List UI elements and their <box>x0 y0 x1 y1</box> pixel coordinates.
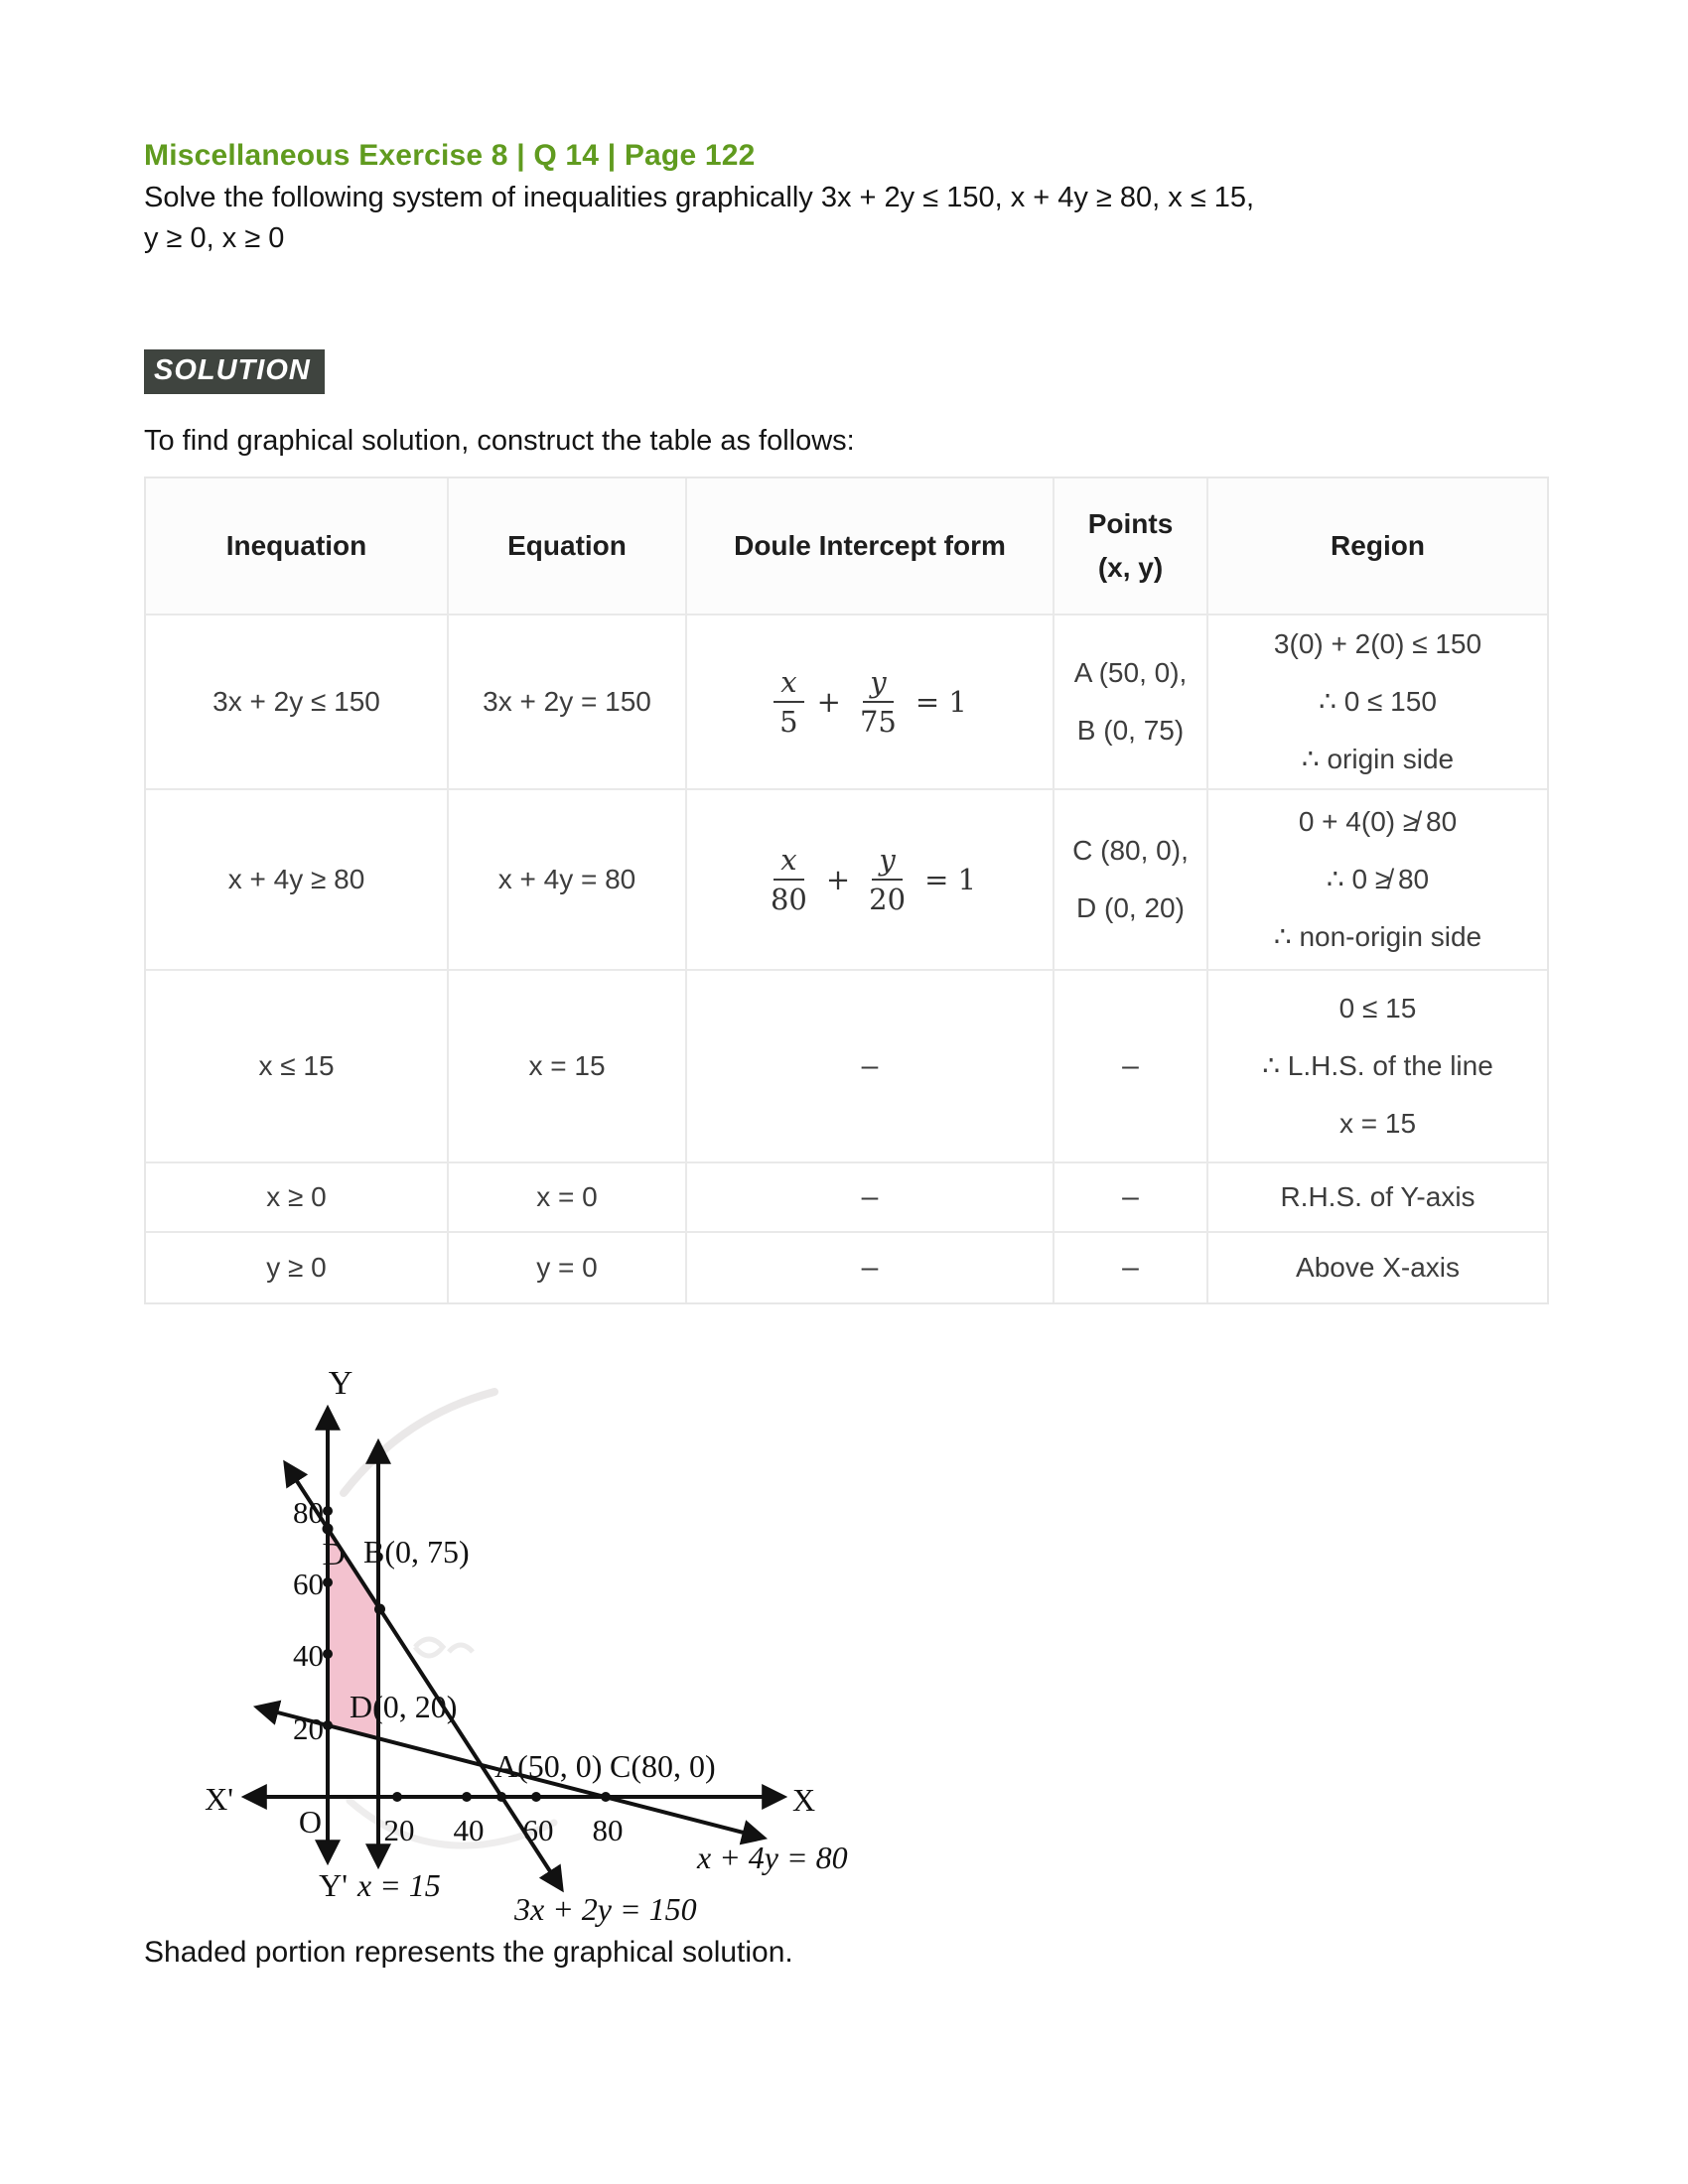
cell-points-dash: – <box>1055 971 1208 1163</box>
solution-table <box>144 477 1549 1304</box>
cell-inequation: x ≤ 15 <box>146 971 449 1163</box>
point-d: D (0, 20) <box>1076 892 1185 923</box>
fraction <box>773 665 804 739</box>
cell-equation: x = 15 <box>449 971 687 1163</box>
header-intercept: Doule Intercept form <box>687 478 1055 615</box>
header-points-line1: Points <box>1087 508 1174 539</box>
page-title: Miscellaneous Exercise 8 | Q 14 | Page 122 <box>144 139 756 172</box>
x-tick-dot-40 <box>462 1792 472 1802</box>
fraction-numerator: y <box>872 843 902 881</box>
point-c-dot <box>601 1792 611 1802</box>
inequality-graph <box>149 1322 864 1942</box>
region-result: ∴ 0 ≤ 150 <box>1319 686 1437 717</box>
region-test: 0 + 4(0) ≱ 80 <box>1298 806 1458 837</box>
plus-sign: + <box>816 685 841 719</box>
table-row <box>146 1163 1547 1233</box>
intro-text: To find graphical solution, construct the table as follows: <box>144 425 855 457</box>
cell-region: Above X-axis <box>1208 1233 1547 1302</box>
region-side: x = 15 <box>1338 1108 1417 1139</box>
plus-sign: + <box>825 863 851 896</box>
double-intercept-expression <box>773 665 967 739</box>
fraction-numerator: x <box>774 665 803 703</box>
point-a: A (50, 0), <box>1073 657 1188 688</box>
cell-points <box>1055 790 1208 971</box>
origin-label: O <box>298 1804 322 1840</box>
table-row <box>146 615 1547 790</box>
region-side: ∴ origin side <box>1301 744 1455 774</box>
table-row <box>146 790 1547 971</box>
region-result: ∴ 0 ≱ 80 <box>1326 864 1430 894</box>
fraction <box>764 843 814 916</box>
cell-intercept-dash: – <box>687 971 1055 1163</box>
table-row <box>146 1233 1547 1302</box>
point-label-c: C(80, 0) <box>610 1748 716 1784</box>
double-intercept-expression <box>764 843 976 916</box>
region-test: 3(0) + 2(0) ≤ 150 <box>1273 628 1482 659</box>
cell-inequation: x + 4y ≥ 80 <box>146 790 449 971</box>
label-3x-2y-150: 3x + 2y = 150 <box>514 1891 697 1927</box>
solution-heading: SOLUTION <box>144 349 325 394</box>
fraction-denominator: 80 <box>770 883 807 916</box>
point-label-d: D(0, 20) <box>350 1689 458 1724</box>
fraction-numerator: y <box>863 665 893 703</box>
y-tick-dot-60 <box>323 1577 333 1587</box>
label-x-equals-15: x = 15 <box>357 1867 441 1903</box>
fraction-numerator: x <box>774 843 803 881</box>
cell-equation: x = 0 <box>449 1163 687 1233</box>
header-inequation: Inequation <box>146 478 449 615</box>
fraction-denominator: 5 <box>779 705 798 739</box>
point-b-dot <box>323 1524 334 1535</box>
x-tick-label-40: 40 <box>453 1813 485 1847</box>
label-x-4y-80: x + 4y = 80 <box>697 1840 848 1875</box>
cell-points-dash: – <box>1055 1233 1208 1302</box>
y-tick-dot-20 <box>323 1720 333 1730</box>
scan-smudge <box>344 1392 494 1493</box>
x-tick-label-20: 20 <box>383 1813 415 1847</box>
cell-equation: 3x + 2y = 150 <box>449 615 687 790</box>
cell-equation: x + 4y = 80 <box>449 790 687 971</box>
cell-intercept-form <box>687 790 1055 971</box>
x-tick-dot-20 <box>392 1792 402 1802</box>
point-label-d-letter: D <box>322 1536 346 1571</box>
y-axis-label: Y <box>328 1365 353 1402</box>
fraction <box>853 665 904 739</box>
question-text-line2: y ≥ 0, x ≥ 0 <box>144 222 285 254</box>
equals-one: = 1 <box>914 685 967 719</box>
cell-inequation: x ≥ 0 <box>146 1163 449 1233</box>
cell-region <box>1208 971 1547 1163</box>
cell-region: R.H.S. of Y-axis <box>1208 1163 1547 1233</box>
cell-intercept-dash: – <box>687 1163 1055 1233</box>
cell-intercept-dash: – <box>687 1233 1055 1302</box>
equals-one: = 1 <box>924 863 977 896</box>
region-result: ∴ L.H.S. of the line <box>1262 1050 1493 1081</box>
cell-region <box>1208 790 1547 971</box>
intersection-dot <box>374 1604 385 1615</box>
header-points <box>1055 478 1208 615</box>
point-c: C (80, 0), <box>1072 835 1189 866</box>
y-tick-label-20: 20 <box>293 1711 324 1746</box>
cell-inequation: 3x + 2y ≤ 150 <box>146 615 449 790</box>
y-tick-label-80: 80 <box>293 1495 324 1530</box>
cell-points-dash: – <box>1055 1163 1208 1233</box>
header-equation: Equation <box>449 478 687 615</box>
graph-svg <box>149 1322 864 1942</box>
point-label-b: B(0, 75) <box>363 1534 470 1570</box>
fraction-denominator: 20 <box>869 883 907 916</box>
table-row <box>146 971 1547 1163</box>
region-side: ∴ non-origin side <box>1273 921 1482 952</box>
header-region: Region <box>1208 478 1547 615</box>
fraction <box>862 843 913 916</box>
cell-points <box>1055 615 1208 790</box>
y-tick-dot-80 <box>323 1506 333 1516</box>
conclusion-text: Shaded portion represents the graphical solution. <box>144 1936 793 1969</box>
cell-region <box>1208 615 1547 790</box>
scan-smudge <box>415 1639 473 1656</box>
x-neg-axis-label: X' <box>205 1781 233 1817</box>
cell-intercept-form <box>687 615 1055 790</box>
fraction-denominator: 75 <box>859 705 897 739</box>
table-header-row <box>146 478 1547 615</box>
y-tick-label-40: 40 <box>293 1638 324 1673</box>
y-tick-dot-40 <box>323 1649 333 1659</box>
x-tick-label-60: 60 <box>522 1813 554 1847</box>
x-tick-dot-60 <box>531 1792 541 1802</box>
point-label-a: A(50, 0) <box>494 1748 603 1784</box>
header-points-line2: (x, y) <box>1097 552 1164 583</box>
point-a-dot <box>496 1792 506 1802</box>
y-tick-label-60: 60 <box>293 1567 324 1601</box>
y-neg-axis-label: Y' <box>319 1867 348 1903</box>
cell-inequation: y ≥ 0 <box>146 1233 449 1302</box>
region-test: 0 ≤ 15 <box>1338 993 1417 1024</box>
cell-equation: y = 0 <box>449 1233 687 1302</box>
question-text-line1: Solve the following system of inequalities graphically 3x + 2y ≤ 150, x + 4y ≥ 80, x ≤ 15, <box>144 182 1255 213</box>
x-axis-label: X <box>792 1782 816 1818</box>
point-b: B (0, 75) <box>1076 715 1185 746</box>
x-tick-label-80: 80 <box>592 1813 624 1847</box>
